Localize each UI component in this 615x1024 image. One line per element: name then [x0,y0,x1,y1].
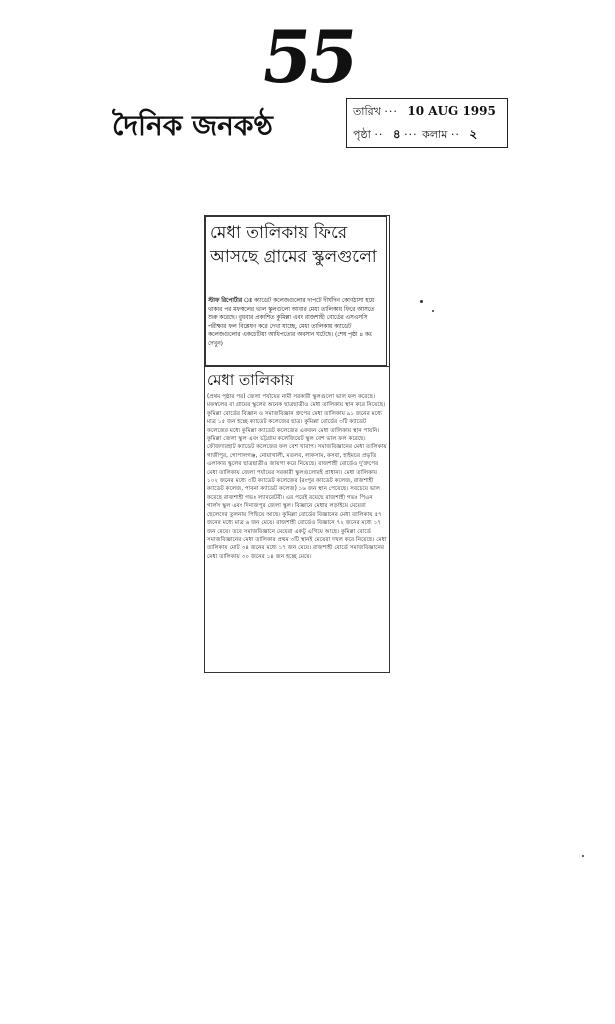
newspaper-masthead: দৈনিক জনকণ্ঠ [112,109,273,142]
scan-speck [432,310,434,312]
continued-note: (শেষ পৃষ্ঠা ৪ কঃ দেখুন) [208,332,373,347]
article-headline: মেধা তালিকায় ফিরে আসছে গ্রামের স্কুলগুলো [210,223,377,267]
continuation-title: মেধা তালিকায় [207,371,294,389]
scan-speck [582,855,584,857]
stamp-column-value: ২ [469,127,478,141]
stamp-dots: ··· [404,128,423,141]
article-front-section [205,216,387,366]
scan-speck [420,300,423,303]
article-body [207,393,387,561]
stamp-dots: ·· [374,128,384,141]
continuation-from: (প্রথম পৃষ্ঠার পর) [207,394,246,400]
stamp-date-label: তারিখ [353,105,381,118]
stamp-dots: ··· [384,105,398,118]
date-stamp [346,98,508,148]
stamp-date-value: 10 AUG 1995 [407,104,496,118]
stamp-dots: ·· [450,128,460,141]
news-clipping [204,215,390,673]
stamp-date-row [353,103,496,122]
article-lead-text: ক্যাডেট কলেজগুলোর দাপটে দীর্ঘদিন কোণঠাসা হয়ে থাকার পর মফস্বলের ভাল স্কুলগুলো আবার মেধা তালিকায় ফিরে আসতে শুরু করেছে। বুধবার প্রকাশিত কুমিল্লা এবং রাজশাহী বোর্ডের এসএসসি পরীক্ষার ফল বিশ্লেষণ করে দেখা যাচ্ছে, মেধা তালিকায় ক্যাডেট কলেজগুলোর একচেটিয়া আধিপত্যের অবসান ঘটেছে। [208,298,375,338]
article-lead [208,297,384,348]
stamp-page-value: ৪ [392,127,401,141]
article-body-text: জেলা পর্যায়ের নামী সরকারী স্কুলগুলো ভাল ফল করেছে। মফস্বলের বা গ্রামের স্কুলের অনেক ছাত্রছাত্রীও মেধা তালিকায় স্থান করে নিয়েছে। কুমিল্লা বোর্ডের বিজ্ঞান ও সমাজবিজ্ঞান গ্রুপের মেধা তালিকায় ৯১ জনের মধ্যে মাত্র ১৫ জন হচ্ছে ক্যাডেট কলেজের ছাত্র। কুমিল্লা বোর্ডের ৩টি ক্যাডেট কলেজের মধ্যে কুমিল্লা ক্যাডেট কলেজের একজন মেধা তালিকায় স্থান পায়নি। কুমিল্লা জেলা স্কুল এবং চট্টগ্রাম কলেজিয়েট স্কুল বেশ ভাল ফল করেছে। ফৌজদারহাট ক্যাডেট কলেজের ফল বেশ খারাপ। সমাজবিজ্ঞানের মেধা তালিকায় গাজীপুর, গোপালগঞ্জ, নোয়াখালী, মতলব, লাকসাম, কসবা, হাইমচর প্রভৃতি এলাকার স্কুলের ছাত্রছাত্রীও জায়গা করে নিয়েছে। রাজশাহী বোর্ডেও দু'গ্রুপের মেধা তালিকায় জেলা পর্যায়ের সরকারী স্কুলগুলোরই প্রাধান্য। মেধা তালিকায় ১০২ জনের মধ্যে ৩টি ক্যাডেট কলেজের (রংপুর ক্যাডেট কলেজ, রাজশাহী ক্যাডেট কলেজ, পাবনা ক্যাডেট কলেজ) ১৬ জন স্থান পেয়েছে। সবচেয়ে ভাল করেছে রাজশাহী গভঃ ল্যাবরেটরী। এর পরেই রয়েছে রাজশাহী গভঃ পিএন গার্লস স্কুল এবং দিনাজপুর জেলা স্কুল। বিজ্ঞানে মেধার লড়াইয়ে মেয়েরা ছেলেদের তুলনায় পিছিয়ে আছে। কুমিল্লা বোর্ডের বিজ্ঞানের মেধা তালিকায় ৫৭ জনের মধ্যে মাত্র ৬ জন মেয়ে। রাজশাহী বোর্ডেও বিজ্ঞানে ৭২ জনের মধ্যে ১৭ জন মেয়ে। তবে সমাজবিজ্ঞানে মেয়েরা একটু এগিয়ে আছে। কুমিল্লা বোর্ডে সমাজবিজ্ঞানের মেধা তালিকার প্রথম ৩টি স্থানই মেয়েরা দখল করে নিয়েছে। মেধা তালিকায় মোট ৩৪ জনের মধ্যে ১৭ জন মেয়ে। রাজশাহী বোর্ডে সমাজবিজ্ঞানের মেধা তালিকায় ৩০ জনের ১৪ জন হচ্ছে মেয়ে। [207,394,387,560]
article-continuation-section [205,366,389,673]
stamp-column-label: কলাম [422,128,448,141]
stamp-page-row [353,126,477,146]
stamp-page-label: পৃষ্ঠা [353,128,371,141]
article-byline: স্টাফ রিপোর্টার ঃ [208,298,253,304]
page-number: 55 [256,14,361,99]
